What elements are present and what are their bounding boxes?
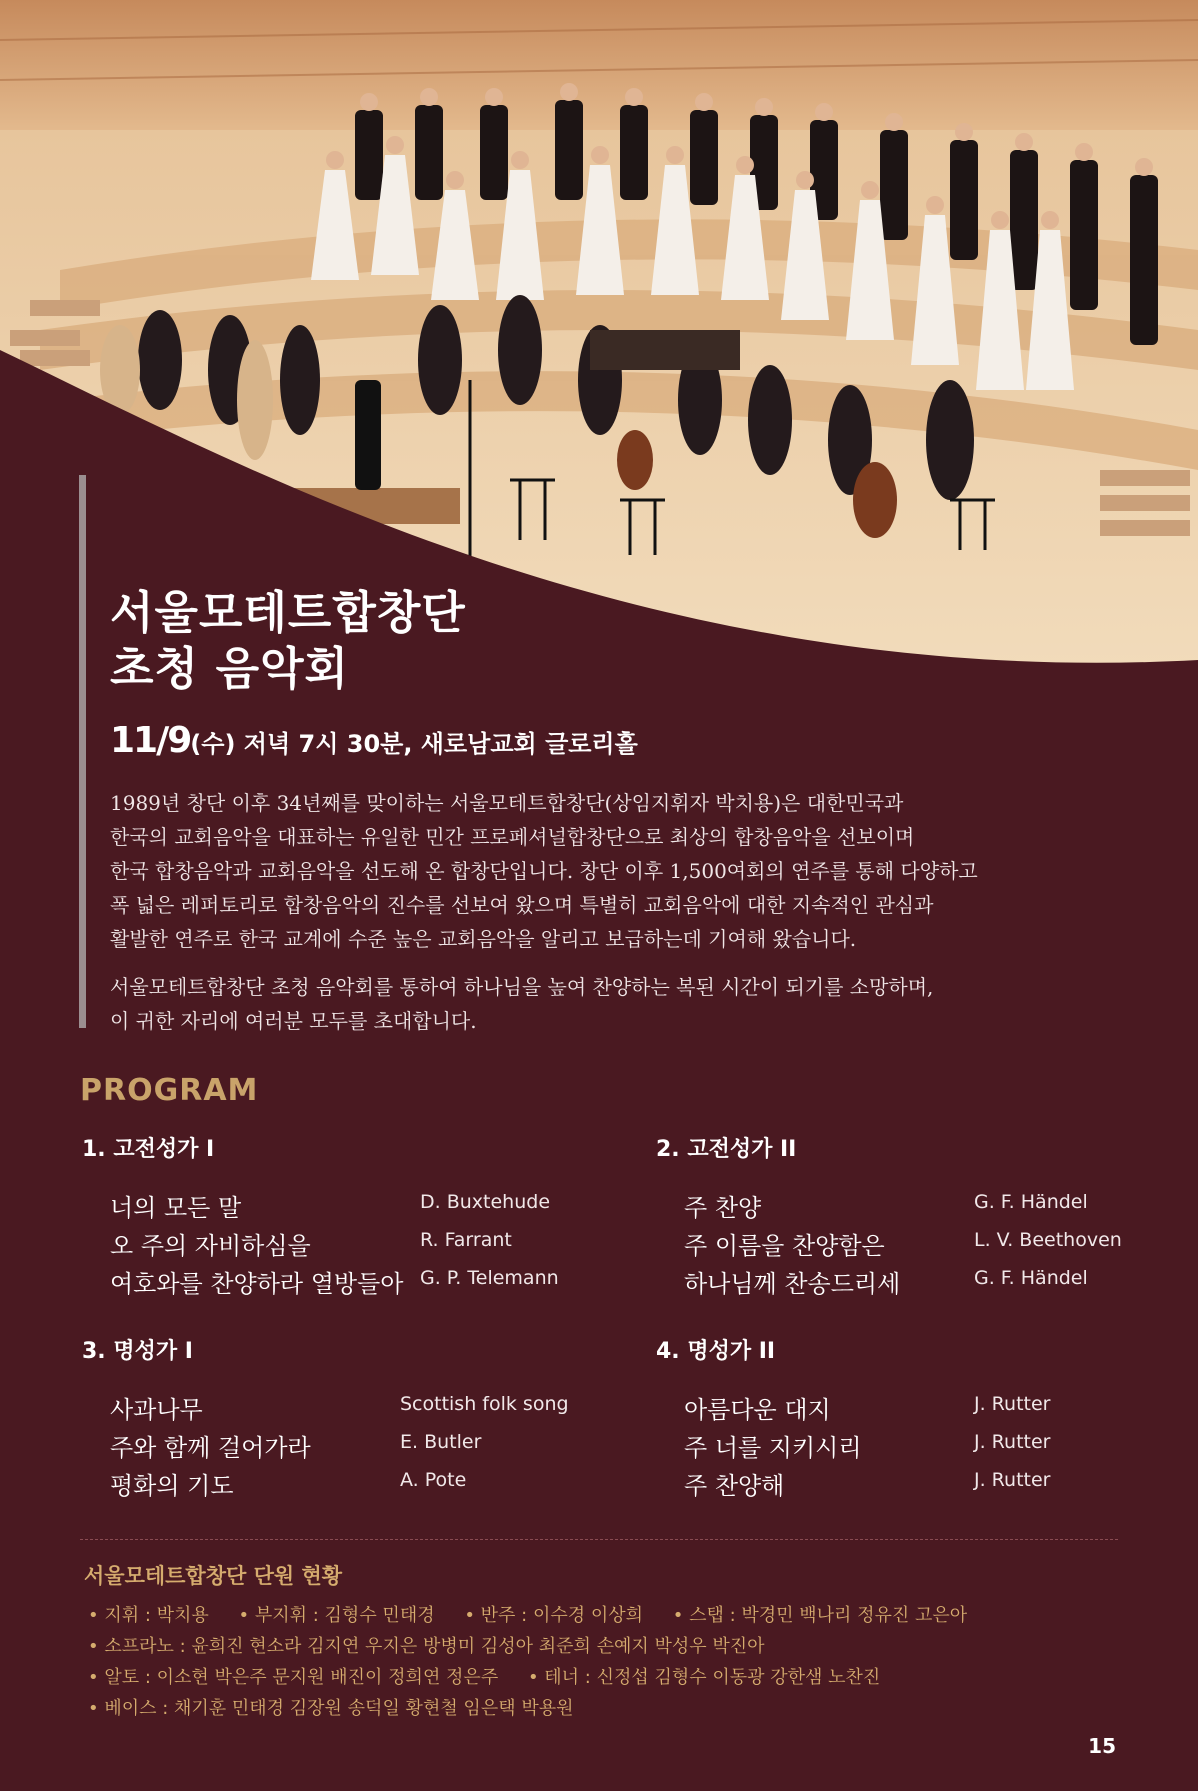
intro-line: 1989년 창단 이후 34년째를 맞이하는 서울모테트합창단(상임지휘자 박치용)은 대한민국과 bbox=[110, 791, 904, 815]
song-title: 오 주의 자비하심을 bbox=[110, 1232, 311, 1260]
song-title: 주 너를 지키시리 bbox=[684, 1434, 862, 1462]
program-section-3 bbox=[82, 1334, 602, 1504]
members-item: • 알토 : 이소현 박은주 문지원 배진이 정희연 정은주 bbox=[88, 1667, 499, 1688]
song-title: 주 찬양 bbox=[684, 1194, 762, 1222]
composer: J. Rutter bbox=[974, 1469, 1051, 1491]
intro-paragraph-2 bbox=[110, 970, 1070, 1038]
members-item: • 부지휘 : 김형수 민태경 bbox=[238, 1605, 435, 1626]
event-weekday: (수) bbox=[190, 730, 236, 758]
composer: R. Farrant bbox=[420, 1229, 512, 1251]
intro-line: 이 귀한 자리에 여러분 모두를 초대합니다. bbox=[110, 1009, 477, 1033]
intro-paragraph-1 bbox=[110, 786, 1070, 956]
members-item: • 소프라노 : 윤희진 현소라 김지연 우지은 방병미 김성아 최준희 손예지 박성우 박진아 bbox=[88, 1636, 765, 1657]
song-title: 주와 함께 걸어가라 bbox=[110, 1434, 311, 1462]
program-section-2 bbox=[656, 1132, 1136, 1302]
accent-bar bbox=[79, 475, 86, 1028]
members-item: • 스탭 : 박경민 백나리 정유진 고은아 bbox=[672, 1605, 968, 1626]
song-title: 여호와를 찬양하라 열방들아 bbox=[110, 1270, 404, 1298]
composer: J. Rutter bbox=[974, 1431, 1051, 1453]
intro-line: 폭 넓은 레퍼토리로 합창음악의 진수를 선보여 왔으며 특별히 교회음악에 대한 지속적인 관심과 bbox=[110, 893, 934, 917]
program-section-1 bbox=[82, 1132, 602, 1302]
song-title: 하나님께 찬송드리세 bbox=[684, 1270, 901, 1298]
section-title: 2. 고전성가 II bbox=[656, 1137, 797, 1162]
members-list bbox=[88, 1600, 991, 1724]
page-title bbox=[110, 585, 466, 697]
intro-line: 한국 합창음악과 교회음악을 선도해 온 합창단입니다. 창단 이후 1,500여회의 연주를 통해 다양하고 bbox=[110, 859, 978, 883]
song-title: 주 이름을 찬양함은 bbox=[684, 1232, 885, 1260]
composer: G. P. Telemann bbox=[420, 1267, 559, 1289]
song-title: 아름다운 대지 bbox=[684, 1396, 831, 1424]
members-item: • 지휘 : 박치용 bbox=[88, 1605, 209, 1626]
event-date: 11/9 bbox=[110, 720, 191, 761]
section-title: 1. 고전성가 I bbox=[82, 1137, 215, 1162]
title-line-2: 초청 음악회 bbox=[110, 642, 350, 695]
section-title: 4. 명성가 II bbox=[656, 1339, 776, 1364]
members-item: • 반주 : 이수경 이상희 bbox=[464, 1605, 643, 1626]
members-line bbox=[88, 1631, 991, 1662]
intro-line: 서울모테트합창단 초청 음악회를 통하여 하나님을 높여 찬양하는 복된 시간이 되기를 소망하며, bbox=[110, 975, 934, 999]
song-title: 평화의 기도 bbox=[110, 1472, 234, 1500]
members-line bbox=[88, 1693, 991, 1724]
intro-line: 한국의 교회음악을 대표하는 유일한 민간 프로페셔널합창단으로 최상의 합창음악을 선보이며 bbox=[110, 825, 915, 849]
members-item: • 베이스 : 채기훈 민태경 김장원 송덕일 황현철 임은택 박용원 bbox=[88, 1698, 574, 1719]
composer: G. F. Händel bbox=[974, 1267, 1088, 1289]
event-time-venue: 저녁 7시 30분, 새로남교회 글로리홀 bbox=[235, 730, 638, 758]
event-date-venue bbox=[110, 720, 638, 761]
song-title: 너의 모든 말 bbox=[110, 1194, 242, 1222]
members-heading: 서울모테트합창단 단원 현황 bbox=[84, 1564, 343, 1588]
intro-line: 활발한 연주로 한국 교계에 수준 높은 교회음악을 알리고 보급하는데 기여해 왔습니다. bbox=[110, 927, 857, 951]
composer: E. Butler bbox=[400, 1431, 482, 1453]
members-line bbox=[88, 1662, 991, 1693]
composer: J. Rutter bbox=[974, 1393, 1051, 1415]
program-section-4 bbox=[656, 1334, 1136, 1504]
section-title: 3. 명성가 I bbox=[82, 1339, 193, 1364]
members-line bbox=[88, 1600, 991, 1631]
members-item: • 테너 : 신정섭 김형수 이동광 강한샘 노찬진 bbox=[527, 1667, 881, 1688]
program-heading: PROGRAM bbox=[80, 1073, 259, 1108]
composer: D. Buxtehude bbox=[420, 1191, 551, 1213]
composer: L. V. Beethoven bbox=[974, 1229, 1122, 1251]
composer: Scottish folk song bbox=[400, 1393, 569, 1415]
section-divider bbox=[80, 1539, 1118, 1540]
intro-text bbox=[110, 786, 1070, 1038]
song-title: 사과나무 bbox=[110, 1396, 203, 1424]
page-number: 15 bbox=[1088, 1734, 1116, 1758]
title-line-1: 서울모테트합창단 bbox=[110, 586, 466, 639]
composer: G. F. Händel bbox=[974, 1191, 1088, 1213]
composer: A. Pote bbox=[400, 1469, 467, 1491]
song-title: 주 찬양해 bbox=[684, 1472, 785, 1500]
